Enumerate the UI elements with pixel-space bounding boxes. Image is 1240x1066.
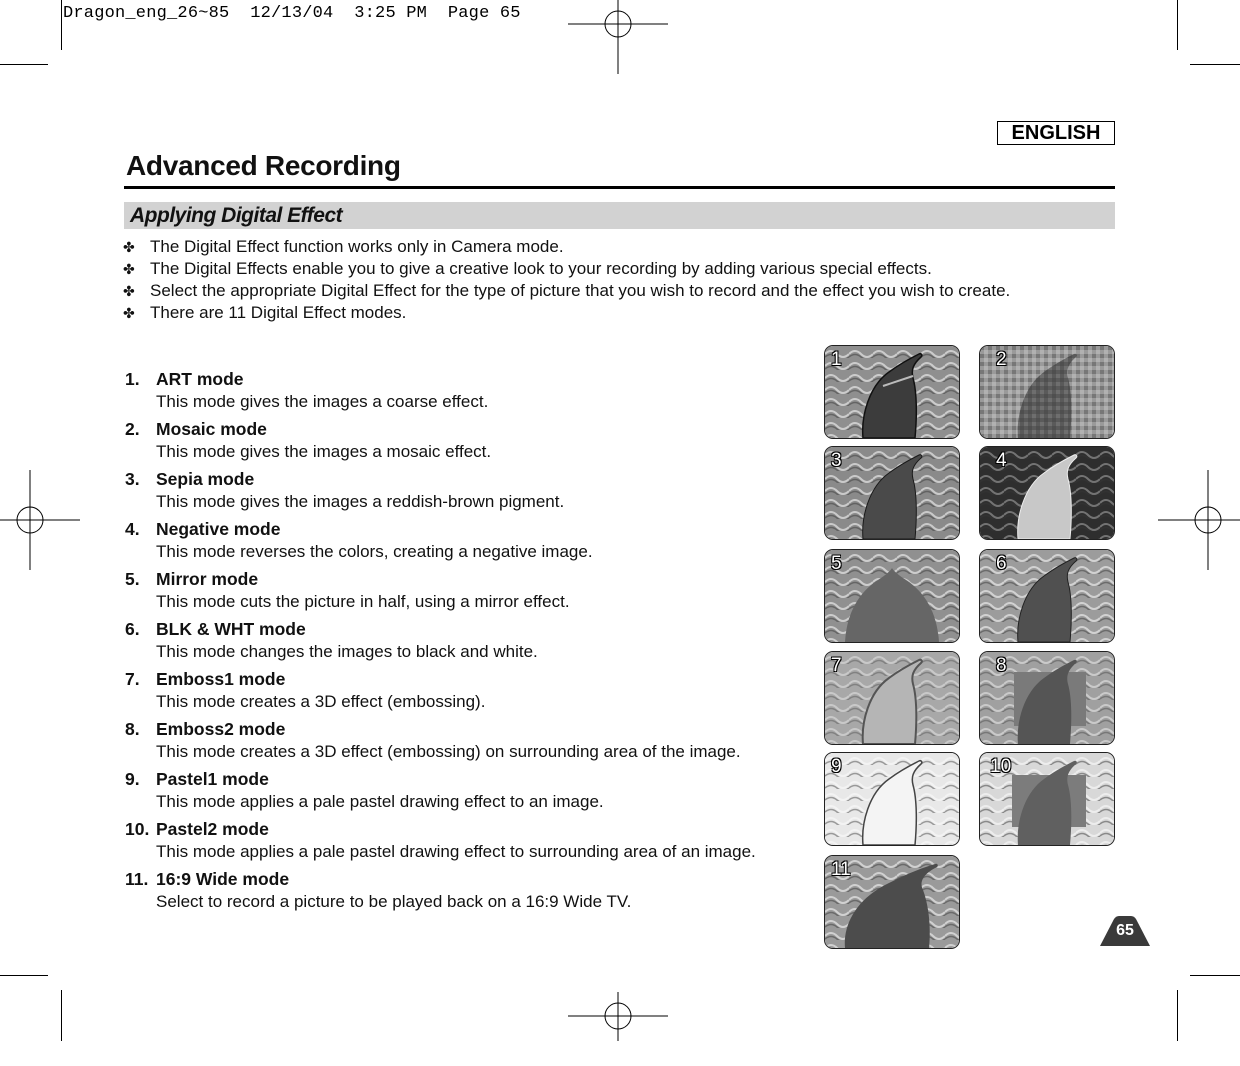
crop-mark-tr-h	[1190, 64, 1240, 65]
mode-name: BLK & WHT mode	[156, 619, 306, 639]
mode-list	[125, 368, 805, 918]
mode-name: ART mode	[156, 369, 244, 389]
dolphin-image	[825, 447, 959, 539]
thumbnail-pastel1-mode	[824, 752, 960, 846]
thumbnail-emboss1-mode	[824, 651, 960, 745]
bullet-item: ✤ There are 11 Digital Effect modes.	[123, 303, 407, 322]
mode-item-wide: 11. 16:9 Wide mode Select to record a picture to be played back on a 16:9 Wide TV.	[125, 868, 805, 918]
bullet-item: ✤ The Digital Effects enable you to give a creative look to your recording by adding various special effects.	[123, 259, 932, 278]
thumbnail-number: 8	[996, 655, 1007, 676]
mode-description: This mode gives the images a mosaic effect.	[156, 442, 492, 461]
mode-item-pastel2: 10. Pastel2 mode This mode applies a pale pastel drawing effect to surrounding area of an image.	[125, 818, 805, 868]
mode-name: Mirror mode	[156, 569, 259, 589]
mode-description: This mode gives the images a coarse effect.	[156, 392, 489, 411]
dolphin-image	[825, 550, 959, 642]
page-number: 65	[1116, 922, 1134, 939]
thumbnail-number: 4	[996, 450, 1007, 471]
mode-item-pastel1: 9. Pastel1 mode This mode applies a pale pastel drawing effect to an image.	[125, 768, 805, 818]
dolphin-image	[825, 753, 959, 845]
mode-description: This mode changes the images to black and white.	[156, 642, 538, 661]
registration-mark-left	[0, 470, 80, 570]
mode-name: Sepia mode	[156, 469, 255, 489]
cross-bullet-icon: ✤	[123, 283, 135, 299]
thumbnail-sepia-mode	[824, 446, 960, 540]
language-tab: ENGLISH	[997, 121, 1115, 145]
mode-item-emboss1: 7. Emboss1 mode This mode creates a 3D effect (embossing).	[125, 668, 805, 718]
page-title: Advanced Recording	[126, 150, 401, 181]
mode-item-sepia: 3. Sepia mode This mode gives the images a reddish-brown pigment.	[125, 468, 805, 518]
registration-mark-bottom	[568, 966, 668, 1066]
dolphin-image	[825, 652, 959, 744]
thumbnail-number: 11	[831, 859, 851, 880]
mode-description: This mode applies a pale pastel drawing effect to an image.	[156, 792, 604, 811]
registration-mark-top	[568, 0, 668, 74]
thumbnail-emboss2-mode	[979, 651, 1115, 745]
mode-name: 16:9 Wide mode	[156, 869, 290, 889]
mode-description: This mode cuts the picture in half, using a mirror effect.	[156, 592, 570, 611]
crop-mark-tr-v	[1177, 0, 1178, 50]
section-title: Applying Digital Effect	[130, 204, 343, 227]
mode-description: This mode creates a 3D effect (embossing) on surrounding area of the image.	[156, 742, 741, 761]
mode-item-emboss2: 8. Emboss2 mode This mode creates a 3D effect (embossing) on surrounding area of the image.	[125, 718, 805, 768]
mode-description: This mode gives the images a reddish-brown pigment.	[156, 492, 565, 511]
mode-name: Pastel2 mode	[156, 819, 269, 839]
title-rule	[124, 186, 1115, 189]
mode-description: This mode applies a pale pastel drawing effect to surrounding area of an image.	[156, 842, 756, 861]
thumbnail-number: 6	[996, 553, 1007, 574]
mode-item-art: 1. ART mode This mode gives the images a coarse effect.	[125, 368, 805, 418]
thumbnail-number: 5	[831, 553, 842, 574]
registration-mark-right	[1158, 470, 1240, 570]
crop-mark-br-h	[1190, 975, 1240, 976]
mode-description: Select to record a picture to be played back on a 16:9 Wide TV.	[156, 892, 632, 911]
cross-bullet-icon: ✤	[123, 239, 135, 255]
thumbnail-number: 2	[996, 349, 1007, 370]
bullet-item: ✤ Select the appropriate Digital Effect for the type of picture that you wish to record and the effect you wish to create.	[123, 281, 1011, 300]
print-slug: Dragon_eng_26~85 12/13/04 3:25 PM Page 65	[63, 4, 521, 23]
crop-mark-tl-v	[61, 0, 62, 50]
cross-bullet-icon: ✤	[123, 305, 135, 321]
mode-description: This mode reverses the colors, creating a negative image.	[156, 542, 593, 561]
mode-name: Pastel1 mode	[156, 769, 269, 789]
crop-mark-bl-v	[61, 990, 62, 1041]
thumbnail-number: 1	[831, 349, 842, 370]
thumbnail-mosaic-mode	[979, 345, 1115, 439]
mode-item-blk-wht: 6. BLK & WHT mode This mode changes the images to black and white.	[125, 618, 805, 668]
mode-name: Emboss1 mode	[156, 669, 286, 689]
mode-name: Negative mode	[156, 519, 281, 539]
mode-item-mirror: 5. Mirror mode This mode cuts the picture in half, using a mirror effect.	[125, 568, 805, 618]
thumbnail-number: 10	[990, 756, 1012, 777]
mode-item-mosaic: 2. Mosaic mode This mode gives the images a mosaic effect.	[125, 418, 805, 468]
thumbnail-art-mode	[824, 345, 960, 439]
thumbnail-pastel2-mode	[979, 752, 1115, 846]
cross-bullet-icon: ✤	[123, 261, 135, 277]
thumbnail-wide-mode	[824, 855, 960, 949]
thumbnail-number: 9	[831, 756, 842, 777]
thumbnail-negative-mode	[979, 446, 1115, 540]
thumbnail-blk-wht-mode	[979, 549, 1115, 643]
mode-item-negative: 4. Negative mode This mode reverses the colors, creating a negative image.	[125, 518, 805, 568]
mode-name: Emboss2 mode	[156, 719, 286, 739]
thumbnail-number: 7	[831, 655, 842, 676]
intro-bullets	[123, 236, 1123, 324]
crop-mark-br-v	[1177, 990, 1178, 1041]
mode-description: This mode creates a 3D effect (embossing).	[156, 692, 486, 711]
thumbnail-number: 3	[831, 450, 842, 471]
thumbnail-mirror-mode	[824, 549, 960, 643]
dolphin-image	[825, 346, 959, 438]
mode-name: Mosaic mode	[156, 419, 267, 439]
crop-mark-tl-h	[0, 64, 48, 65]
crop-mark-bl-h	[0, 975, 48, 976]
bullet-item: ✤ The Digital Effect function works only in Camera mode.	[123, 237, 564, 256]
